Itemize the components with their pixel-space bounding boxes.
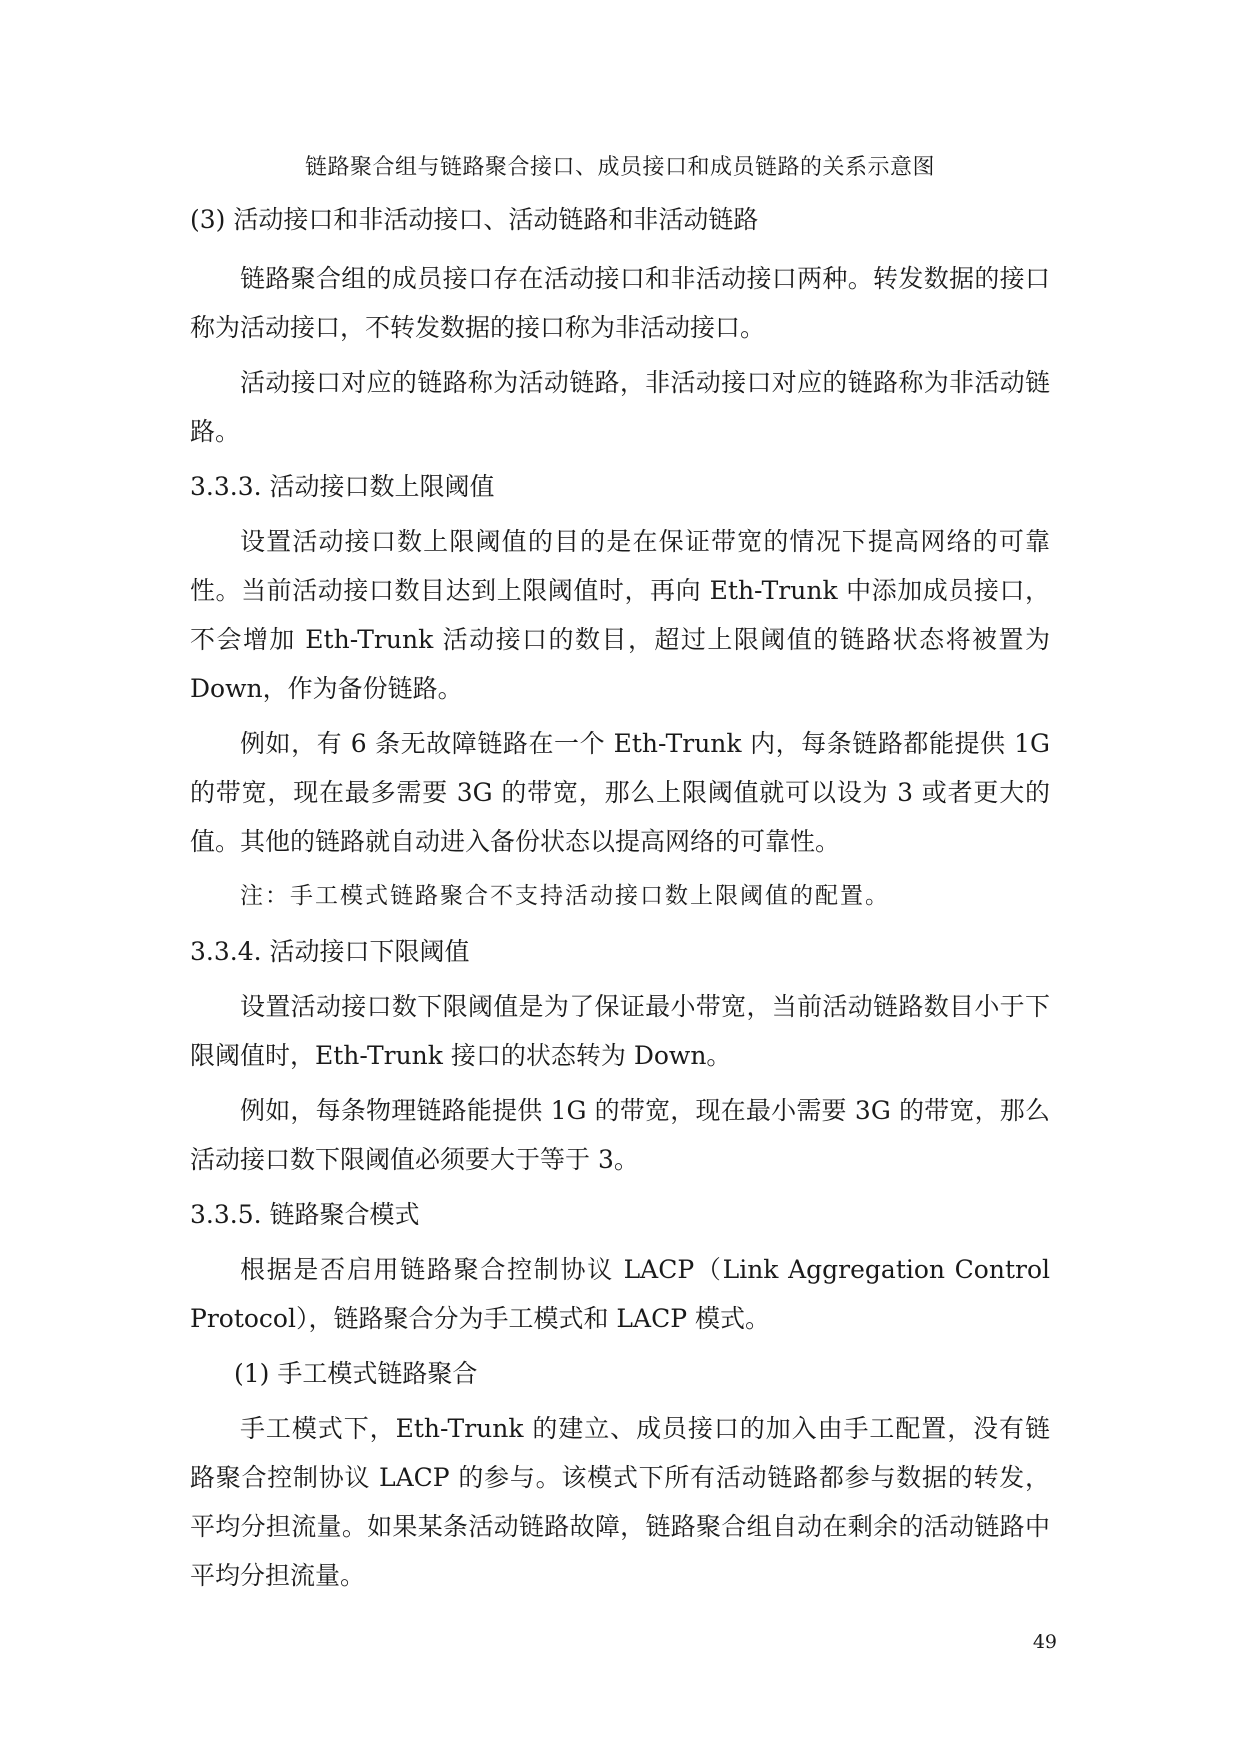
- page-number: 49: [1032, 1631, 1057, 1653]
- paragraph: 活动接口对应的链路称为活动链路，非活动接口对应的链路称为非活动链路。: [190, 368, 1050, 446]
- note: 注：手工模式链路聚合不支持活动接口数上限阈值的配置。: [240, 883, 890, 909]
- subsection-heading: (1) 手工模式链路聚合: [234, 1359, 478, 1388]
- paragraph: 手工模式下，Eth-Trunk 的建立、成员接口的加入由手工配置，没有链路聚合控制协议 LACP 的参与。该模式下所有活动链路都参与数据的转发，平均分担流量。如果某条活动链路故障，链路聚合组自动在剩余的活动链路中平均分担流量。: [190, 1414, 1050, 1590]
- paragraph: 例如，有 6 条无故障链路在一个 Eth-Trunk 内，每条链路都能提供 1G 的带宽，现在最多需要 3G 的带宽，那么上限阈值就可以设为 3 或者更大的值。其他的链路就自动进入备份状态以提高网络的可靠性。: [190, 729, 1050, 856]
- section-heading-3: (3) 活动接口和非活动接口、活动链路和非活动链路: [190, 205, 759, 234]
- page-content: [190, 195, 1050, 1600]
- paragraph: 例如，每条物理链路能提供 1G 的带宽，现在最小需要 3G 的带宽，那么活动接口数下限阈值必须要大于等于 3。: [190, 1096, 1050, 1174]
- figure-caption: 链路聚合组与链路聚合接口、成员接口和成员链路的关系示意图: [304, 155, 935, 180]
- section-heading-3-3-4: 3.3.4. 活动接口下限阈值: [190, 937, 470, 966]
- section-heading-3-3-5: 3.3.5. 链路聚合模式: [190, 1200, 420, 1229]
- paragraph: 根据是否启用链路聚合控制协议 LACP（Link Aggregation Control Protocol），链路聚合分为手工模式和 LACP 模式。: [190, 1255, 1050, 1333]
- paragraph: 设置活动接口数下限阈值是为了保证最小带宽，当前活动链路数目小于下限阈值时，Eth-Trunk 接口的状态转为 Down。: [190, 992, 1050, 1070]
- paragraph: 设置活动接口数上限阈值的目的是在保证带宽的情况下提高网络的可靠性。当前活动接口数目达到上限阈值时，再向 Eth-Trunk 中添加成员接口，不会增加 Eth-Trunk 活动接口的数目，超过上限阈值的链路状态将被置为 Down，作为备份链路。: [190, 527, 1050, 703]
- section-heading-3-3-3: 3.3.3. 活动接口数上限阈值: [190, 472, 495, 501]
- paragraph: 链路聚合组的成员接口存在活动接口和非活动接口两种。转发数据的接口称为活动接口，不转发数据的接口称为非活动接口。: [190, 264, 1050, 342]
